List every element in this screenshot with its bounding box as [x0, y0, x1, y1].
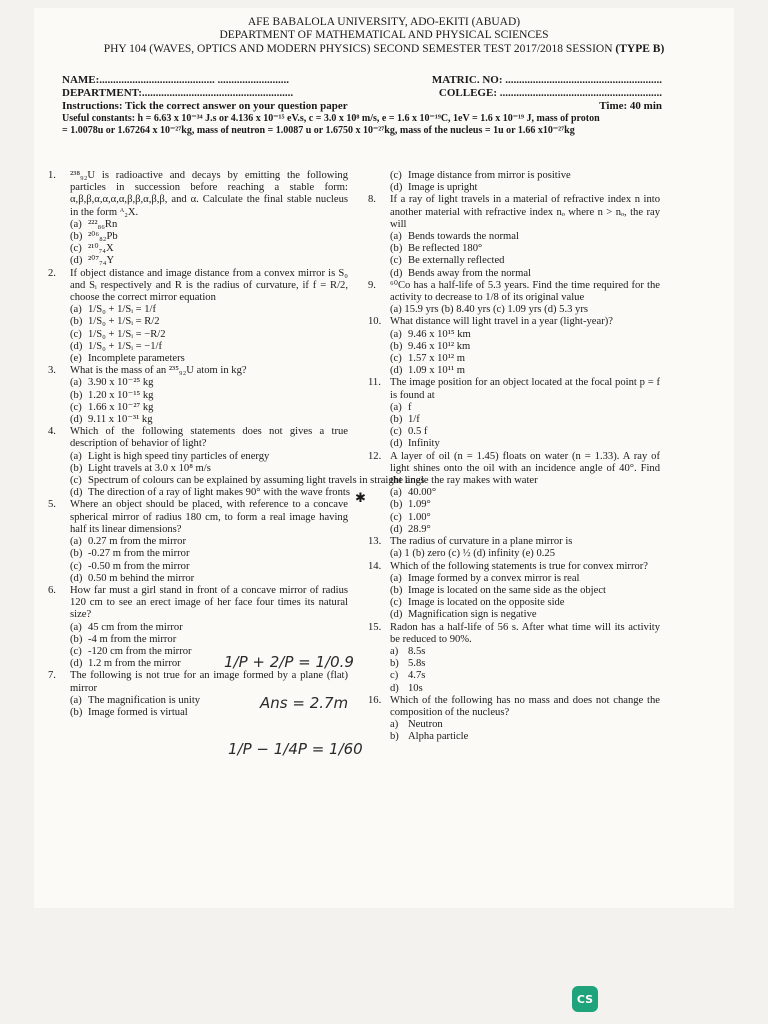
answer-option[interactable] — [70, 341, 348, 353]
option-letter: (a) — [70, 377, 82, 389]
option-letter: d) — [390, 682, 399, 694]
option-text: 1/S₀ + 1/Sᵢ = −1/f — [88, 340, 162, 352]
question — [368, 451, 660, 536]
option-letter: (b) — [390, 243, 403, 255]
option-letter: (b) — [70, 316, 83, 328]
question-text: The following is not true for an image formed by a plane (flat) mirror — [70, 670, 348, 694]
instructions-row — [62, 100, 662, 112]
option-text: 28.9° — [408, 523, 431, 535]
name-row — [62, 74, 662, 86]
option-letter: (c) — [70, 401, 82, 413]
option-text: Image formed is virtual — [88, 706, 188, 718]
answer-option[interactable] — [390, 268, 660, 280]
answer-option[interactable] — [390, 719, 660, 731]
option-letter: (b) — [390, 499, 403, 511]
option-letter: (e) — [70, 353, 82, 365]
option-text: Image is located on the same side as the object — [408, 584, 606, 596]
option-text: -0.50 m from the mirror — [88, 560, 190, 572]
question-number: 16. — [368, 694, 382, 706]
useful-constants — [62, 113, 662, 137]
college-field: COLLEGE: ........................................................... — [438, 87, 662, 99]
option-letter: (a) — [390, 487, 402, 499]
answer-option[interactable] — [70, 463, 348, 475]
option-letter: (d) — [390, 609, 403, 621]
question-text: Where an object should be placed, with reference to a concave spherical mirror of radius 180 cm, to form a real image having half its linear dimensions? — [70, 499, 348, 535]
question-text: Which of the following statements is true for convex mirror? — [390, 560, 649, 572]
answer-option[interactable] — [390, 731, 660, 743]
time-allowed: Time: 40 min — [599, 100, 662, 112]
answer-option[interactable] — [70, 402, 348, 414]
option-text: -120 cm from the mirror — [88, 645, 192, 657]
paper-type: (TYPE B) — [615, 43, 665, 55]
answer-option[interactable] — [70, 634, 348, 646]
department-row — [62, 87, 662, 99]
option-text: -4 m from the mirror — [88, 633, 177, 645]
answer-option[interactable] — [70, 377, 348, 389]
answer-option[interactable] — [390, 499, 660, 511]
option-letter: (b) — [390, 340, 403, 352]
option-text: 1.20 x 10⁻¹⁵ kg — [88, 389, 154, 401]
answer-option[interactable] — [390, 182, 660, 194]
question-number: 14. — [368, 560, 382, 572]
option-letter: (a) — [70, 536, 82, 548]
answer-option[interactable] — [390, 341, 660, 353]
option-text: 1.09° — [408, 499, 431, 511]
question-number: 10. — [368, 316, 382, 328]
answer-option[interactable] — [70, 548, 348, 560]
option-text: Magnification sign is negative — [408, 609, 537, 621]
option-text: Neutron — [408, 719, 443, 731]
option-text: The magnification is unity — [88, 694, 201, 706]
course-title-text: PHY 104 (WAVES, OPTICS AND MODERN PHYSICS) SECOND SEMESTER TEST 2017/2018 SESSION — [103, 43, 613, 55]
question — [368, 377, 660, 450]
answer-option[interactable] — [390, 438, 660, 450]
answer-option[interactable] — [390, 487, 660, 499]
answer-option[interactable] — [390, 512, 660, 524]
question — [48, 268, 348, 366]
option-text: Spectrum of colours can be explained by assuming light travels in straight lines — [88, 475, 425, 487]
question-text: How far must a girl stand in front of a concave mirror of radius 120 cm to see an erect image of her face four times its natural size? — [70, 584, 348, 621]
answer-option[interactable] — [390, 243, 660, 255]
option-text: -0.27 m from the mirror — [88, 548, 190, 560]
option-letter: (c) — [390, 353, 402, 365]
option-letter: (a) — [70, 218, 82, 230]
option-text: 1.57 x 10¹² m — [408, 353, 465, 365]
question-number: 11. — [368, 377, 381, 389]
answer-option[interactable] — [70, 573, 348, 585]
answer-option[interactable] — [70, 329, 348, 341]
option-letter: (a) — [390, 328, 402, 340]
question-text: The image position for an object located at the focal point p = f is found at — [390, 377, 660, 401]
question-number: 4. — [48, 426, 56, 438]
option-letter: (c) — [390, 426, 402, 438]
option-letter: b) — [390, 731, 399, 743]
question — [48, 365, 348, 426]
question — [368, 561, 660, 622]
option-text: 9.46 x 10¹⁵ km — [408, 328, 471, 340]
answer-option[interactable] — [390, 670, 660, 682]
question-number: 1. — [48, 170, 56, 181]
answer-option[interactable] — [390, 353, 660, 365]
option-text: Bends towards the normal — [408, 231, 519, 243]
answer-option[interactable] — [70, 390, 348, 402]
option-text: f — [408, 401, 412, 413]
answer-option[interactable] — [390, 658, 660, 670]
answer-option[interactable] — [70, 536, 348, 548]
option-text: Light is high speed tiny particles of energy — [88, 450, 270, 462]
option-text: Bends away from the normal — [408, 267, 531, 279]
answer-option[interactable] — [390, 426, 660, 438]
option-text: 1.09 x 10¹¹ m — [408, 365, 465, 377]
department-name: DEPARTMENT OF MATHEMATICAL AND PHYSICAL SCIENCES — [219, 29, 549, 41]
university-name: AFE BABALOLA UNIVERSITY, ADO-EKITI (ABUAD) — [247, 16, 521, 28]
option-text: Infinity — [408, 438, 440, 450]
option-letter: (c) — [70, 560, 82, 572]
question-text: A layer of oil (n = 1.45) floats on water (n = 1.33). A ray of light shines onto the oil with an incidence angle of 40°. Find the angle the ray makes with water — [390, 450, 660, 487]
option-text: Incomplete parameters — [88, 353, 185, 365]
answer-option[interactable] — [390, 402, 660, 414]
question-text: ²³⁸₉₂U is radioactive and decays by emitting the following particles in succession before reaching a stable form: α,β,β,α,α,α,α,β,β,α,β,β, and α. Calculate the final stable nucleus in the form ᴬ₂X. — [70, 170, 348, 218]
department-field: DEPARTMENT:....................................................... — [62, 87, 294, 99]
option-letter: (c) — [390, 170, 402, 181]
question — [368, 316, 660, 377]
question — [368, 170, 660, 194]
option-letter: a) — [390, 719, 399, 731]
option-text: 1.66 x 10⁻²⁷ kg — [88, 401, 154, 413]
answer-option[interactable] — [390, 231, 660, 243]
answer-option[interactable] — [390, 329, 660, 341]
option-text: 5.8s — [408, 658, 426, 670]
option-letter: (c) — [390, 255, 402, 267]
answer-option[interactable] — [70, 622, 348, 634]
answer-option[interactable] — [390, 255, 660, 267]
question — [368, 280, 660, 317]
constants-line-2: = 1.0078u or 1.67264 x 10⁻²⁷kg, mass of neutron = 1.0087 u or 1.6750 x 10⁻²⁷kg, mass of the nucleus = 1u or 1.66 x10⁻²⁷kg — [62, 125, 575, 136]
option-text: (a) 15.9 yrs (b) 8.40 yrs (c) 1.09 yrs (d) 5.3 yrs — [390, 304, 589, 316]
option-text: 45 cm from the mirror — [88, 621, 183, 633]
instructions: Instructions: Tick the correct answer on your question paper — [62, 100, 348, 112]
option-letter: (c) — [390, 511, 402, 523]
option-text: Image is upright — [408, 182, 478, 194]
option-text: Be reflected 180° — [408, 243, 483, 255]
option-text: 0.5 f — [408, 426, 428, 438]
option-text: 1/f — [408, 414, 420, 426]
question-text: Radon has a half-life of 56 s. After what time will its activity be reduced to 90%. — [390, 621, 660, 645]
name-field: NAME:.......................................... .......................... — [62, 74, 290, 86]
option-text: 40.00° — [408, 487, 437, 499]
answer-option[interactable] — [390, 609, 660, 621]
answer-option[interactable] — [70, 451, 348, 463]
question-number: 5. — [48, 499, 56, 511]
answer-option[interactable] — [390, 573, 660, 585]
option-text: 1/S₀ + 1/Sᵢ = R/2 — [88, 316, 160, 328]
answer-option[interactable] — [70, 243, 348, 255]
question-number: 7. — [48, 670, 56, 682]
handwritten-answer-q5: Ans = 2.7m — [260, 694, 349, 712]
camscanner-logo: CS — [572, 986, 598, 1012]
question-text: The radius of curvature in a plane mirror is — [390, 536, 573, 548]
question — [48, 170, 348, 268]
option-letter: (d) — [70, 414, 83, 426]
answer-option[interactable] — [390, 414, 660, 426]
question-number: 8. — [368, 194, 376, 206]
option-text: 1.00° — [408, 511, 431, 523]
option-text: The direction of a ray of light makes 90° with the wave fronts — [88, 487, 350, 499]
right-column — [368, 170, 660, 744]
option-letter: (b) — [70, 389, 83, 401]
handwritten-equation-q5: 1/P + 2/P = 1/0.9 — [224, 653, 354, 671]
option-letter: (d) — [390, 523, 403, 535]
option-letter: (c) — [70, 243, 82, 255]
option-text: 1.2 m from the mirror — [88, 658, 181, 670]
question-number: 2. — [48, 267, 56, 279]
option-text: ²²²₈₆Rn — [88, 218, 118, 230]
answer-option[interactable] — [70, 255, 348, 267]
option-text: 10s — [408, 682, 423, 694]
course-title — [0, 43, 768, 56]
option-letter: (d) — [390, 267, 403, 279]
answer-option[interactable] — [70, 304, 348, 316]
answer-option[interactable] — [70, 475, 425, 487]
option-text: Image formed by a convex mirror is real — [408, 572, 580, 584]
option-letter: (d) — [390, 182, 403, 194]
answer-option[interactable] — [70, 316, 348, 328]
answer-option[interactable] — [390, 170, 660, 182]
answer-option[interactable] — [390, 597, 660, 609]
option-text: Image is located on the opposite side — [408, 597, 565, 609]
option-text: 9.46 x 10¹² km — [408, 340, 471, 352]
question-number: 13. — [368, 536, 382, 548]
option-text: 0.27 m from the mirror — [88, 536, 186, 548]
question — [368, 622, 660, 695]
question-text: Which of the following statements does not gives a true description of behavior of light? — [70, 426, 348, 450]
option-letter: (d) — [70, 340, 83, 352]
option-text: ²¹⁰₇₄X — [88, 243, 114, 255]
question — [368, 536, 660, 560]
question-text: ⁶⁰Co has a half-life of 5.3 years. Find the time required for the activity to decrease to 1/8 of its original value — [390, 279, 660, 304]
option-letter: (d) — [70, 487, 83, 499]
answer-option[interactable] — [70, 219, 348, 231]
question-number: 3. — [48, 365, 56, 377]
option-letter: (d) — [390, 365, 403, 377]
answer-option[interactable] — [70, 353, 348, 365]
answer-option[interactable] — [390, 365, 660, 377]
option-letter: a) — [390, 645, 399, 657]
question — [368, 194, 660, 279]
answer-option[interactable] — [390, 548, 660, 560]
option-text: Be externally reflected — [408, 255, 505, 267]
option-letter: (c) — [390, 597, 402, 609]
option-text: 8.5s — [408, 645, 426, 657]
option-letter: (a) — [70, 450, 82, 462]
star-mark: ✱ — [355, 491, 366, 506]
question-text: Which of the following has no mass and does not change the composition of the nucleus? — [390, 694, 660, 718]
matric-field: MATRIC. NO: ......................................................... — [431, 74, 662, 86]
answer-option[interactable] — [390, 646, 660, 658]
option-text: ²⁰⁶₈₂Pb — [88, 231, 118, 243]
option-letter: (d) — [390, 438, 403, 450]
answer-option[interactable] — [70, 414, 348, 426]
question-text: If object distance and image distance from a convex mirror is S₀ and Sᵢ respectively and R is the radius of curvature, if f = R/2, choose the correct mirror equation — [70, 267, 348, 304]
option-text: Image distance from mirror is positive — [408, 170, 571, 181]
answer-option[interactable] — [70, 561, 348, 573]
option-letter: (b) — [70, 633, 83, 645]
option-letter: (b) — [70, 706, 83, 718]
option-letter: (a) — [390, 401, 402, 413]
answer-option[interactable] — [390, 683, 660, 695]
question-text: What distance will light travel in a year (light-year)? — [390, 316, 613, 328]
option-letter: (a) — [390, 572, 402, 584]
option-letter: (d) — [70, 255, 83, 267]
option-letter: (d) — [70, 572, 83, 584]
option-text: 9.11 x 10⁻³¹ kg — [88, 414, 153, 426]
question-text: What is the mass of an ²³⁵₉₂U atom in kg? — [70, 365, 247, 377]
option-text: Alpha particle — [408, 731, 469, 743]
option-letter: (a) — [70, 304, 82, 316]
option-letter: (b) — [70, 231, 83, 243]
question — [368, 695, 660, 744]
answer-option[interactable] — [390, 585, 660, 597]
option-letter: (a) — [70, 694, 82, 706]
option-letter: (c) — [70, 328, 82, 340]
answer-option[interactable] — [390, 524, 660, 536]
option-letter: (a) — [70, 621, 82, 633]
option-text: 1/S₀ + 1/Sᵢ = −R/2 — [88, 328, 166, 340]
answer-option[interactable] — [70, 231, 348, 243]
question-number: 9. — [368, 279, 376, 291]
option-text: 3.90 x 10⁻²⁵ kg — [88, 377, 154, 389]
question — [48, 499, 348, 584]
option-letter: (b) — [390, 584, 403, 596]
option-letter: (d) — [70, 658, 83, 670]
option-letter: (b) — [390, 414, 403, 426]
question-number: 12. — [368, 450, 382, 462]
answer-option[interactable] — [70, 487, 348, 499]
option-letter: c) — [390, 670, 399, 682]
option-letter: (c) — [70, 645, 82, 657]
question-number: 15. — [368, 621, 382, 633]
option-text: 0.50 m behind the mirror — [88, 572, 195, 584]
option-text: Light travels at 3.0 x 10⁸ m/s — [88, 462, 211, 474]
constants-line-1: Useful constants: h = 6.63 x 10⁻³⁴ J.s or 4.136 x 10⁻¹⁵ eV.s, c = 3.0 x 10⁸ m/s, e = 1.6 x 10⁻¹⁹C, 1eV = 1.6 x 10⁻¹⁹ J, mass of proton — [62, 113, 600, 124]
option-text: 4.7s — [408, 670, 426, 682]
option-letter: (b) — [70, 462, 83, 474]
option-letter: b) — [390, 658, 399, 670]
option-text: 1/S₀ + 1/Sᵢ = 1/f — [88, 304, 157, 316]
option-text: (a) 1 (b) zero (c) ½ (d) infinity (e) 0.25 — [390, 548, 556, 560]
handwritten-equation-q6: 1/P − 1/4P = 1/60 — [228, 740, 363, 758]
question-number: 6. — [48, 584, 56, 596]
question-text: If a ray of light travels in a material of refractive index n into another material with refractive index nₒ where n > nₒ, the ray will — [390, 194, 660, 230]
option-text: ²⁰⁷₇₄Y — [88, 255, 115, 267]
answer-option[interactable] — [390, 304, 660, 316]
option-letter: (b) — [70, 548, 83, 560]
option-letter: (c) — [70, 475, 82, 487]
option-letter: (a) — [390, 231, 402, 243]
